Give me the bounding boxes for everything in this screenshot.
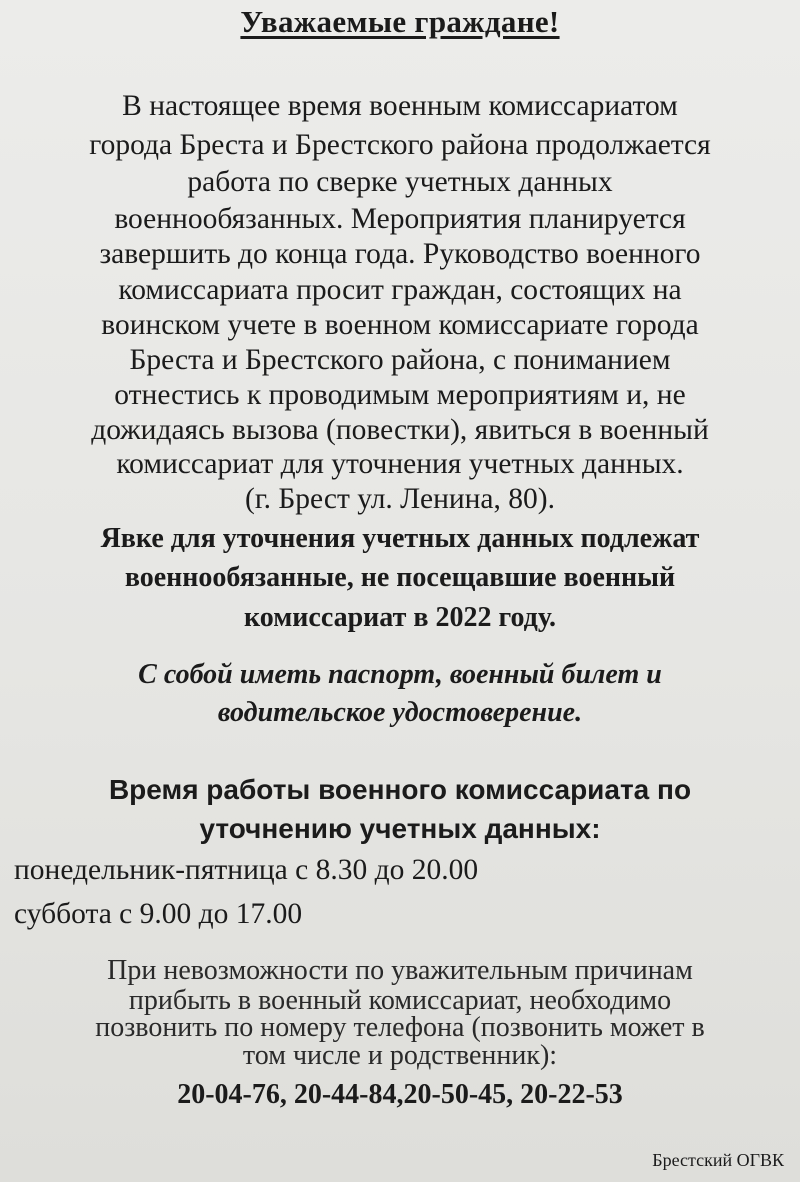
bold-line: комиссариат в 2022 году.: [243, 602, 557, 633]
bold-line: военнообязанные, не посещавшие военный: [124, 562, 676, 593]
italic-line: С собой иметь паспорт, военный билет и: [138, 659, 662, 690]
paragraph-line: отнестись к проводимым мероприятиям и, не: [114, 379, 686, 411]
contact-line: позвонить по номеру телефона (позвонить может в: [95, 1012, 705, 1043]
bold-line: Явке для уточнения учетных данных подлежат: [100, 523, 700, 554]
paragraph-line: воинском учете в военном комиссариате города: [101, 309, 699, 341]
paragraph-line: дожидаясь вызова (повестки), явиться в военный: [91, 414, 709, 446]
paragraph-line: комиссариат для уточнения учетных данных.: [116, 448, 684, 480]
paragraph-line: Бреста и Брестского района, с пониманием: [129, 344, 671, 376]
hours-weekdays: понедельник-пятница с 8.30 до 20.00: [14, 854, 479, 886]
hours-heading: Время работы военного комиссариата по: [108, 774, 692, 805]
hours-heading: уточнению учетных данных:: [199, 813, 601, 844]
paragraph-line: В настоящее время военным комиссариатом: [122, 90, 678, 122]
contact-line: том числе и родственник):: [242, 1040, 558, 1071]
notice-title: Уважаемые граждане!: [240, 4, 560, 39]
paragraph-line: комиссариата просит граждан, состоящих на: [118, 274, 682, 306]
contact-line: При невозможности по уважительным причинам: [107, 955, 693, 986]
paragraph-line: военнообязанных. Мероприятия планируется: [114, 203, 686, 235]
paragraph-line: города Бреста и Брестского района продолжается: [89, 129, 711, 161]
paragraph-line: завершить до конца года. Руководство военного: [99, 238, 701, 270]
paragraph-line: работа по сверке учетных данных: [187, 166, 613, 198]
address-line: (г. Брест ул. Ленина, 80).: [245, 483, 555, 515]
signature: Брестский ОГВК: [652, 1150, 784, 1170]
hours-saturday: суббота с 9.00 до 17.00: [14, 898, 303, 930]
contact-line: прибыть в военный комиссариат, необходимо: [128, 985, 672, 1016]
phone-numbers: 20-04-76, 20-44-84,20-50-45, 20-22-53: [177, 1079, 623, 1110]
italic-line: водительское удостоверение.: [217, 697, 583, 728]
